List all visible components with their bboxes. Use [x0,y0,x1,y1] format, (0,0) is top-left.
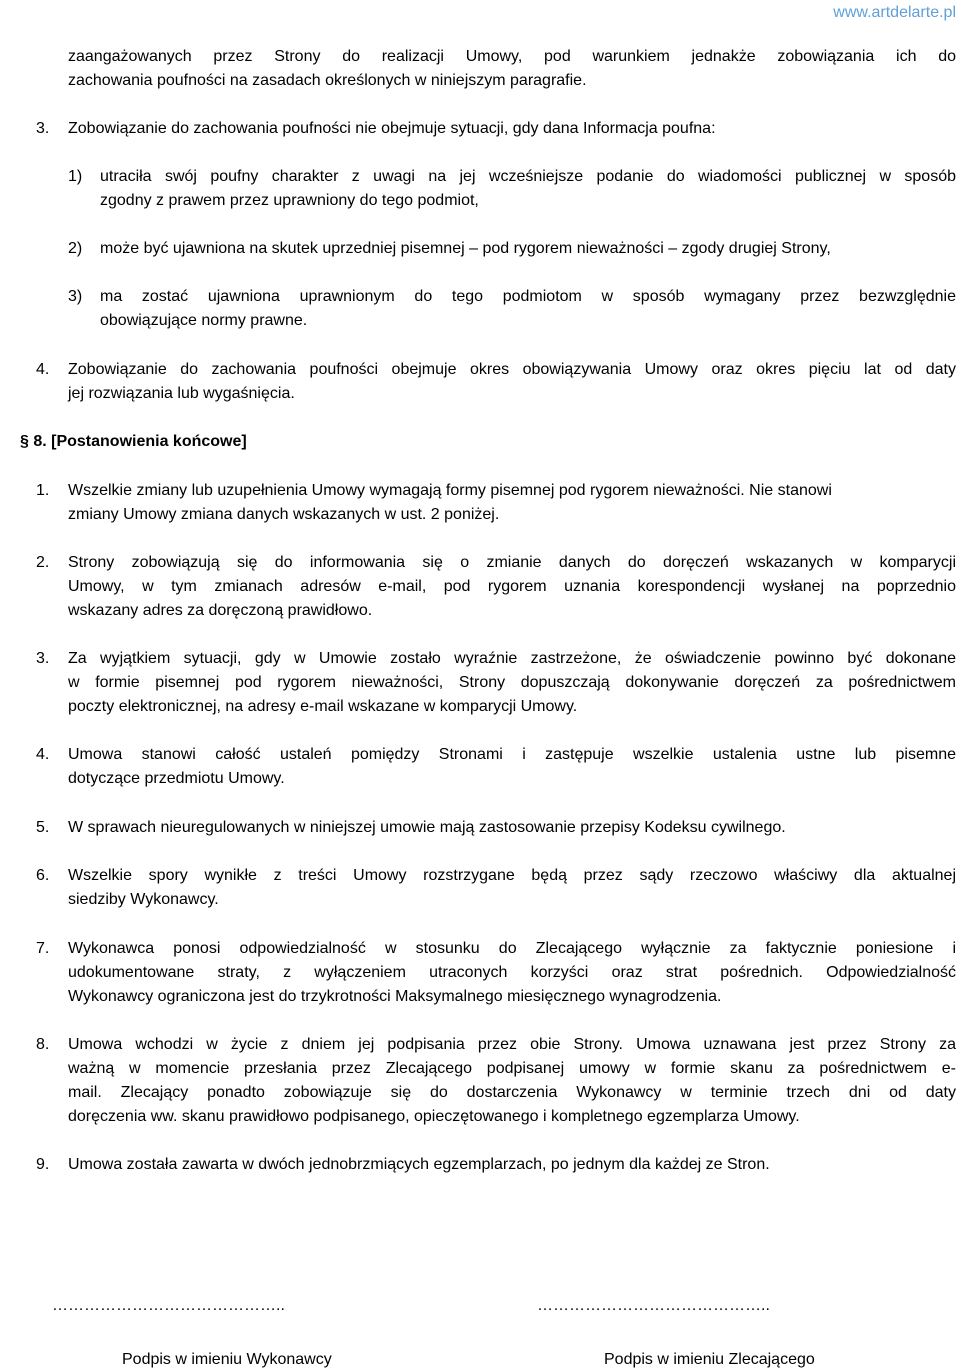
paragraph-line: udokumentowane straty, z wyłączeniem utraconych korzyści oraz strat pośrednich. Odpowiedzialność [68,964,956,981]
section-8-paragraph-3 [68,647,956,719]
paragraph-line: poczty elektronicznej, na adresy e-mail wskazane w komparycji Umowy. [68,698,578,715]
section-8-paragraph-1 [68,479,940,527]
paragraph-4 [68,358,956,406]
paragraph-line: w formie pisemnej pod rygorem nieważności, Strony dopuszczają dokonywanie doręczeń za pośrednictwem [68,674,956,691]
paragraph-line: Wszelkie zmiany lub uzupełnienia Umowy wymagają formy pisemnej pod rygorem nieważności. Nie stanowi [68,482,832,499]
paragraph-line: siedziby Wykonawcy. [68,891,219,908]
paragraph-line: Zobowiązanie do zachowania poufności nie obejmuje sytuacji, gdy dana Informacja poufna: [68,120,716,137]
paragraph-line: Umowa wchodzi w życie z dniem jej podpisania przez obie Strony. Umowa uznawana jest przez Strony za [68,1036,956,1053]
paragraph-number: 5. [36,819,50,836]
paragraph-line: doręczenia ww. skanu prawidłowo podpisanego, opieczętowanego i kompletnego egzemplarza Umowy. [68,1108,800,1125]
signature-label-client: Podpis w imieniu Zlecającego [604,1351,815,1368]
paragraph-line: Wykonawca ponosi odpowiedzialność w stosunku do Zlecającego wyłącznie za faktycznie poniesione i [68,940,956,957]
subpoint-3 [100,285,956,333]
subpoint-number: 3) [68,288,83,305]
section-8-paragraph-5 [68,816,956,840]
paragraph-number: 1. [36,482,50,499]
paragraph-line: ważną w momencie przesłania przez Zlecającego podpisanej umowy w formie skanu za pośrednictwem e- [68,1060,956,1077]
paragraph-line: Za wyjątkiem sytuacji, gdy w Umowie zostało wyraźnie zastrzeżone, że oświadczenie powinno być dokonane [68,650,956,667]
section-8-paragraph-4 [68,743,956,791]
paragraph-number: 8. [36,1036,50,1053]
section-8-paragraph-8 [68,1033,956,1129]
paragraph-line: zmiany Umowy zmiana danych wskazanych w ust. 2 poniżej. [68,506,500,523]
section-8-paragraph-6 [68,864,956,912]
subpoint-line: zgodny z prawem przez uprawniony do tego podmiot, [100,192,479,209]
paragraph-line: Wszelkie spory wynikłe z treści Umowy rozstrzygane będą przez sądy rzeczowo właściwy dla aktualnej [68,867,956,884]
paragraph-line: Wykonawcy ograniczona jest do trzykrotności Maksymalnego miesięcznego wynagrodzenia. [68,988,722,1005]
section-heading: § 8. [Postanowienia końcowe] [20,433,247,450]
paragraph-number: 2. [36,554,50,571]
subpoint-line: utraciła swój poufny charakter z uwagi na jej wcześniejsze podanie do wiadomości publicznej w sposób [100,168,956,185]
signature-label-contractor: Podpis w imieniu Wykonawcy [122,1351,332,1368]
paragraph-number: 4. [36,746,50,763]
paragraph-line: Umowy, w tym zmianach adresów e-mail, pod rygorem uznania korespondencji wysłanej na poprzednio [68,578,956,595]
paragraph-number: 3. [36,650,50,667]
subpoint-1 [100,165,956,213]
paragraph-line: jej rozwiązania lub wygaśnięcia. [68,385,295,402]
subpoint-2 [100,237,956,261]
intro-paragraph [68,45,956,93]
header-url[interactable]: www.artdelarte.pl [833,4,956,21]
subpoint-number: 2) [68,240,83,257]
paragraph-3 [68,117,956,141]
paragraph-number: 4. [36,361,50,378]
paragraph-line: W sprawach nieuregulowanych w niniejszej umowie mają zastosowanie przepisy Kodeksu cywilnego. [68,819,786,836]
section-8-paragraph-7 [68,937,956,1009]
paragraph-line: mail. Zlecający ponadto zobowiązuje się do dostarczenia Wykonawcy w terminie trzech dni od daty [68,1084,956,1101]
paragraph-line: wskazany adres za doręczoną prawidłowo. [68,602,373,619]
paragraph-number: 3. [36,120,50,137]
paragraph-line: Umowa stanowi całość ustaleń pomiędzy Stronami i zastępuje wszelkie ustalenia ustne lub pisemne [68,746,956,763]
subpoint-number: 1) [68,168,83,185]
paragraph-number: 7. [36,940,50,957]
section-8-paragraph-2 [68,551,956,623]
subpoint-line: może być ujawniona na skutek uprzedniej pisemnej – pod rygorem nieważności – zgody drugiej Strony, [100,240,831,257]
signature-line-client: …………………………………….. [537,1297,770,1314]
paragraph-line: Zobowiązanie do zachowania poufności obejmuje okres obowiązywania Umowy oraz okres pięciu lat od daty [68,361,956,378]
paragraph-number: 6. [36,867,50,884]
intro-line: zaangażowanych przez Strony do realizacji Umowy, pod warunkiem jednakże zobowiązania ich do [68,48,956,65]
subpoint-line: obowiązujące normy prawne. [100,312,308,329]
paragraph-line: Strony zobowiązują się do informowania się o zmianie danych do doręczeń wskazanych w komparycji [68,554,956,571]
subpoint-line: ma zostać ujawniona uprawnionym do tego podmiotom w sposób wymagany przez bezwzględnie [100,288,956,305]
paragraph-line: dotyczące przedmiotu Umowy. [68,770,285,787]
signature-line-contractor: …………………………………….. [52,1297,285,1314]
intro-line: zachowania poufności na zasadach określonych w niniejszym paragrafie. [68,72,587,89]
section-8-paragraph-9 [68,1153,956,1177]
paragraph-line: Umowa została zawarta w dwóch jednobrzmiących egzemplarzach, po jednym dla każdej ze Stron. [68,1156,770,1173]
paragraph-number: 9. [36,1156,50,1173]
